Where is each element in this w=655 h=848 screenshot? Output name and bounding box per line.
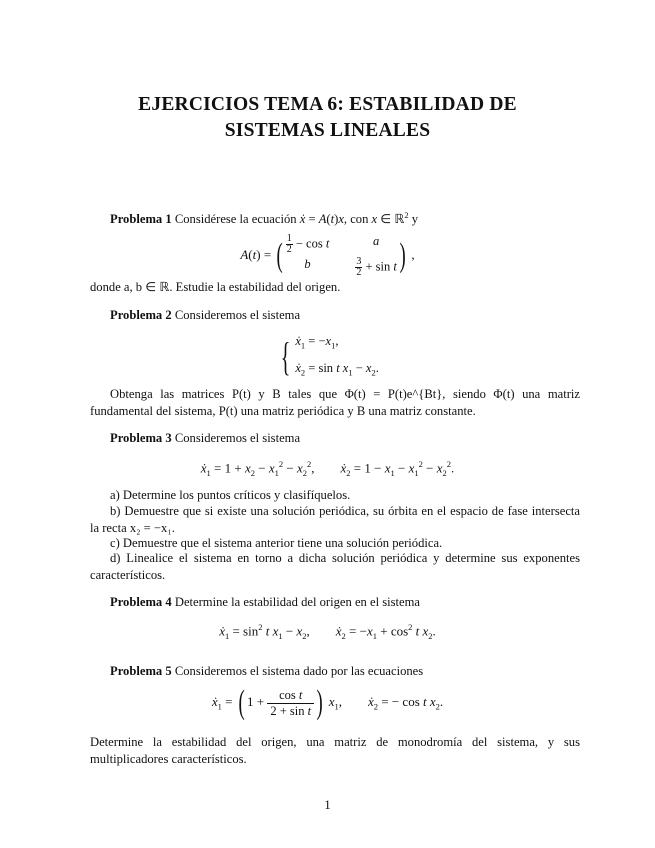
problem-3-label: Problema 3: [110, 431, 172, 445]
problem-3-part-d: d) Linealice el sistema en torno a dicha solución periódica y determine sus exponentes característicos.: [90, 551, 580, 582]
problem-1-tail: donde a, b ∈ ℝ. Estudie la estabilidad del origen.: [90, 280, 341, 294]
page-number: 1: [324, 797, 331, 812]
problem-5-intro-text: Consideremos el sistema dado por las ecuaciones: [174, 664, 424, 678]
problem-3-part-b: b) Demuestre que si existe una solución periódica, su órbita en el espacio de fase intersecta la recta x₂ = −x₁.: [90, 504, 580, 535]
problem-3-part-c: c) Demuestre que el sistema anterior tiene una solución periódica.: [110, 536, 443, 550]
problem-3-part-a: a) Determine los puntos críticos y clasifíquelos.: [110, 488, 351, 502]
problem-2-system: { ẋ$_1$ = $-x_1$, ẋ$_2$ = sin t $x_1 - x_2$.: [280, 333, 379, 379]
problem-3-intro-text: Consideremos el sistema: [174, 431, 301, 445]
problem-4-intro: [90, 594, 580, 611]
problem-2-intro: [90, 307, 580, 324]
problem-1-intro: Problema 1 Considérese la ecuación ẋ = A(t)x, con x ∈ ℝ$^2$ y: [110, 210, 419, 227]
problem-5-intro: [90, 663, 580, 680]
problem-5-equations: ẋ$_1$ = ( 1 + $\frac{\text{cos t}}{\text{2 + sin t}}$ ) $x_1$, ẋ$_2$ = − cos t $x_2$.: [211, 684, 444, 721]
problem-4-intro-text: Determine la estabilidad del origen en el sistema: [174, 595, 420, 609]
problem-4-label: Problema 4: [110, 595, 172, 609]
document-title-line1: EJERCICIOS TEMA 6: ESTABILIDAD DE: [138, 94, 517, 115]
problem-5-text: Determine la estabilidad del origen, una matriz de monodromía del sistema, y sus multiplicadores característicos.: [90, 735, 580, 766]
problem-4-equations: ẋ$_1$ = $\sin^2 t$ $x_1 - x_2$, ẋ$_2$ = $-x_1 + \cos^2 t$ $x_2$.: [219, 622, 436, 641]
problem-5-label: Problema 5: [110, 664, 172, 678]
problem-1-intro-text: Considérese la ecuación: [174, 212, 297, 227]
problem-3-intro: [90, 430, 580, 447]
problem-1-matrix-equation: A(t) = ( $\frac{1}{2}$ − cos t a b $\frac{3}{2}$ + sin t ) ,: [240, 233, 415, 278]
problem-2-text: Obtenga las matrices P(t) y B tales que Φ(t) = P(t)e^{Bt}, siendo Φ(t) una matriz fundamental del sistema, P(t) una matriz periódica y B una matriz constante.: [90, 387, 580, 418]
problem-2-label: Problema 2: [110, 308, 172, 322]
problem-1-label: Problema 1: [110, 212, 172, 227]
problem-2-intro-text: Consideremos el sistema: [174, 308, 301, 322]
problem-3-equations: ẋ$_1$ = $1 + x_2 - x_1^2 - x_2^2$, ẋ$_2$ = $1 - x_1 - x_1^2 - x_2^2$.: [200, 459, 455, 478]
document-title-line2: SISTEMAS LINEALES: [224, 120, 431, 141]
